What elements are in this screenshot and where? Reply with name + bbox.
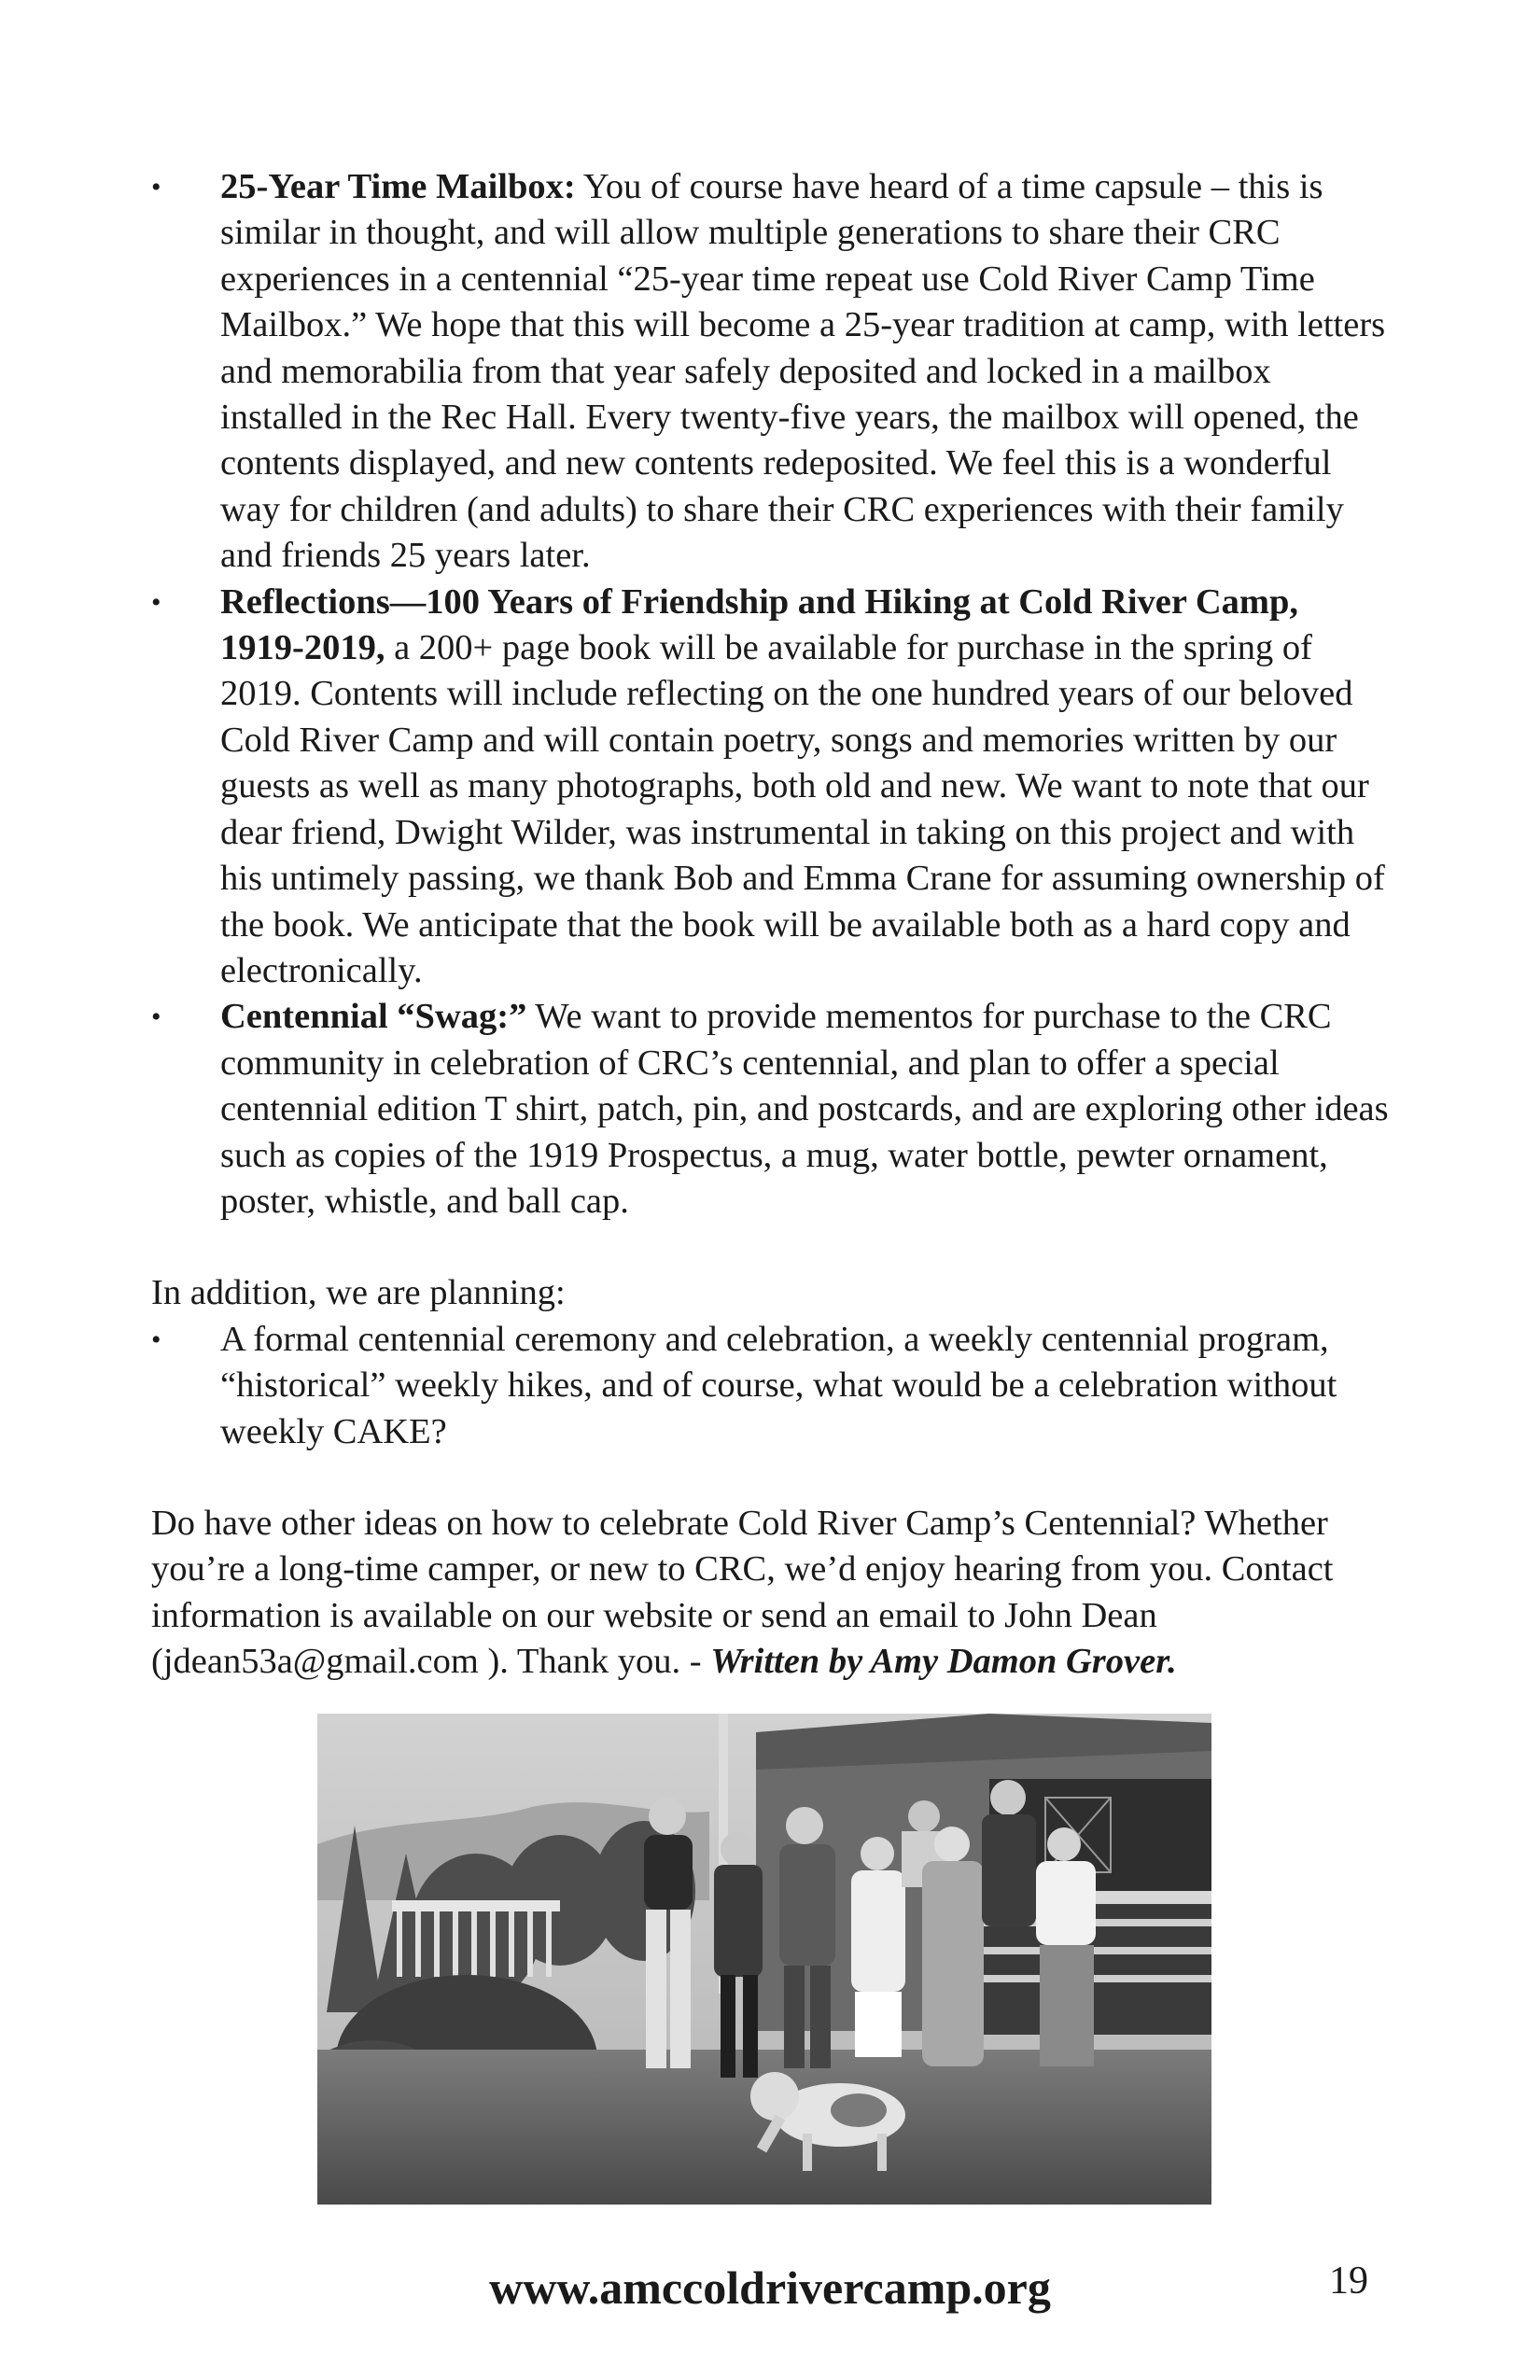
page-number: 19 [1329, 2260, 1368, 2303]
closing-paragraph [151, 1501, 1391, 1686]
item-lead: 25-Year Time Mailbox: [220, 167, 576, 206]
item-lead: Centennial “Swag:” [220, 997, 527, 1037]
item-lead: Reflections—100 Years of Friendship and Hiking at Cold River Camp, 1919-2019, [220, 581, 1299, 668]
list-item [151, 580, 1391, 995]
list-item: • A formal centennial ceremony and celebration, a weekly centennial program, “historical” weekly hikes, and of course, what would be a celebration without weekly CAKE? [151, 1317, 1391, 1455]
website-url: www.amccoldrivercamp.org [489, 2261, 1051, 2314]
item-text: a 200+ page book will be available for purchase in the spring of 2019. Contents will include reflecting on the one hundred years of our beloved Cold River Camp and will contain poetry, songs and memories written by our guests as well as many photographs, both old and new. We want to note that our dear friend, Dwight Wilder, was instrumental in taking on this project and with his untimely passing, we thank Bob and Emma Crane for assuming ownership of the book. We anticipate that the book will be available both as a hard copy and electronically. [220, 628, 1385, 990]
item-text: You of course have heard of a time capsule – this is similar in thought, and will allow multiple generations to share their CRC experiences in a centennial “25-year time repeat use Cold River Camp Time Mailbox.” We hope that this will become a 25-year tradition at camp, with letters and memorabilia from that year safely deposited and locked in a mailbox installed in the Rec Hall. Every twenty-five years, the mailbox will opened, the contents displayed, and new contents redeposited. We feel this is a wonderful way for children (and adults) to share their CRC experiences with their family and friends 25 years later. [220, 167, 1386, 576]
addition-list [151, 1317, 1391, 1455]
list-item [151, 164, 1391, 580]
author-credit: Written by Amy Damon Grover. [710, 1642, 1177, 1682]
addition-intro: In addition, we are planning: [151, 1273, 566, 1313]
photo-illustration [317, 1714, 1211, 2205]
historical-group-photo [317, 1714, 1211, 2205]
centennial-plans-list [151, 164, 1391, 1225]
item-text: We want to provide mementos for purchase to the CRC community in celebration of CRC’s centennial, and plan to offer a special centennial edition T shirt, patch, pin, and postcards, and are exploring other ideas such as copies of the 1919 Prospectus, a mug, water bottle, pewter ornament, poster, whistle, and ball cap. [220, 997, 1389, 1221]
closing-text: Do have other ideas on how to celebrate Cold River Camp’s Centennial? Whether you’re a long-time camper, or new to CRC, we’d enjoy hearing from you. Contact information is available on our website or send an email to John Dean (jdean53a@gmail.com ). Thank you. - [151, 1503, 1334, 1682]
list-item [151, 994, 1391, 1225]
article-body [151, 164, 1391, 1686]
